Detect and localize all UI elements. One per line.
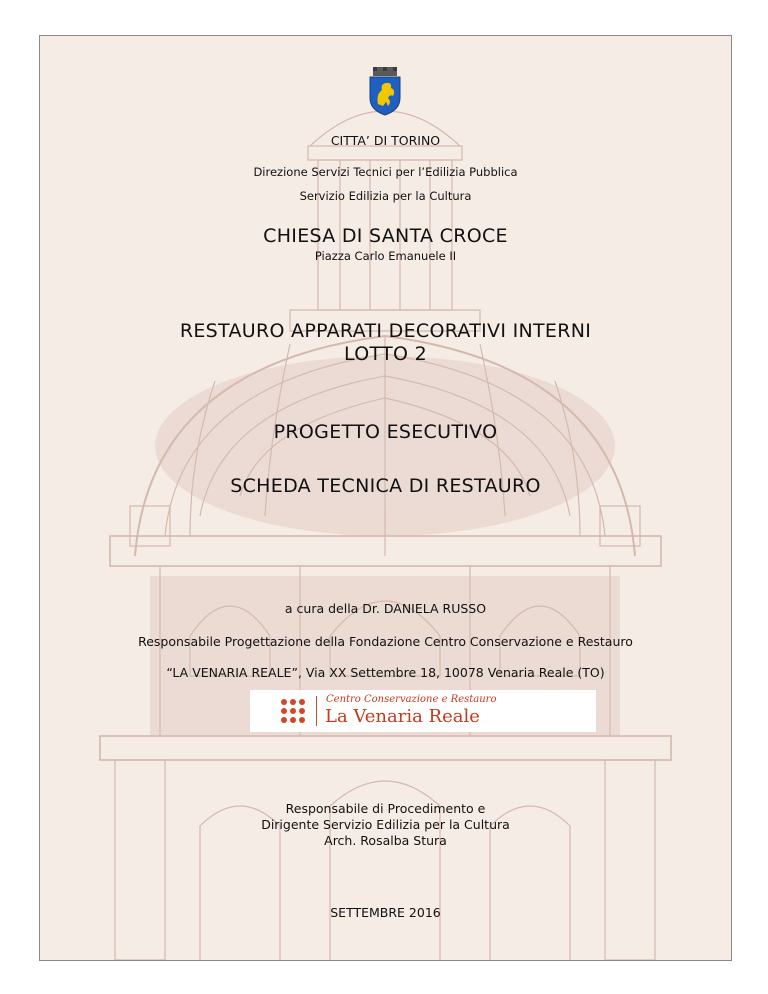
document-type: SCHEDA TECNICA DI RESTAURO	[230, 475, 541, 497]
cover-page	[39, 35, 732, 961]
turin-coat-of-arms-icon	[366, 66, 404, 116]
logo-divider	[316, 696, 317, 726]
logo-name: La Venaria Reale	[325, 706, 480, 727]
author-role: Responsabile Progettazione della Fondazione Centro Conservazione e Restauro	[138, 634, 633, 649]
project-title-line2: LOTTO 2	[344, 343, 427, 365]
author-credit: a cura della Dr. DANIELA RUSSO	[284, 601, 487, 616]
author-address: “LA VENARIA REALE”, Via XX Settembre 18, 10078 Venaria Reale (TO)	[166, 665, 605, 680]
procedure-line1: Responsabile di Procedimento e	[285, 801, 486, 816]
logo-dots-icon	[280, 698, 306, 724]
venaria-reale-logo	[250, 690, 596, 732]
procedure-line2: Dirigente Servizio Edilizia per la Cultura	[261, 817, 510, 832]
procedure-line3: Arch. Rosalba Stura	[324, 833, 447, 848]
church-address: Piazza Carlo Emanuele II	[314, 249, 457, 263]
project-phase: PROGETTO ESECUTIVO	[273, 421, 498, 443]
document-date: SETTEMBRE 2016	[330, 905, 441, 920]
service-name: Servizio Edilizia per la Cultura	[299, 189, 472, 203]
church-name: CHIESA DI SANTA CROCE	[263, 225, 508, 247]
logo-subtitle: Centro Conservazione e Restauro	[326, 694, 497, 705]
project-title-line1: RESTAURO APPARATI DECORATIVI INTERNI	[179, 320, 592, 342]
city-name: CITTA’ DI TORINO	[330, 133, 441, 148]
directorate-name: Direzione Servizi Tecnici per l’Edilizia Pubblica	[253, 165, 518, 179]
